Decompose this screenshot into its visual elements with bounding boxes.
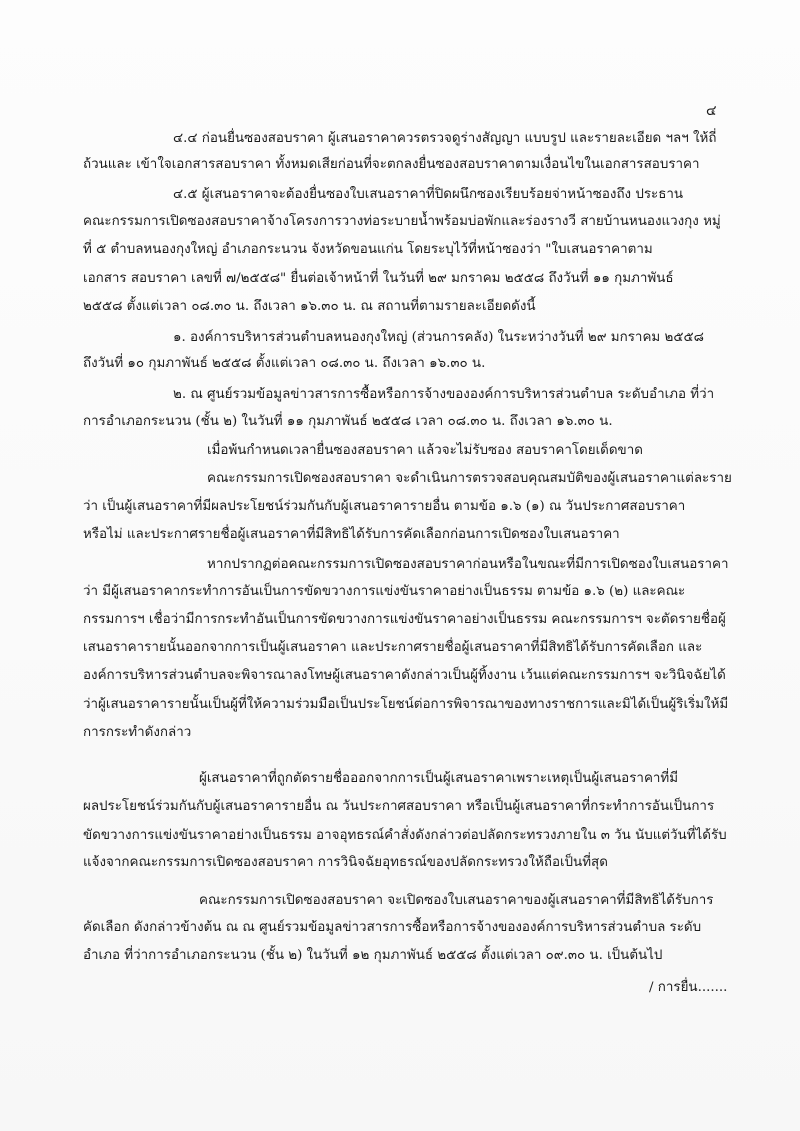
text-line: การอำเภอกระนวน (ชั้น ๒) ในวันที่ ๑๑ กุมภาพันธ์ ๒๕๕๘ เวลา ๐๘.๓๐ น. ถึงเวลา ๑๖.๓๐ น. [83, 414, 613, 429]
text-line: ๔.๕ ผู้เสนอราคาจะต้องยื่นซองใบเสนอราคาที่ปิดผนึกซองเรียบร้อยจ่าหน้าซองถึง ประธาน [173, 187, 684, 202]
text-line: ว่า เป็นผู้เสนอราคาที่มีผลประโยชน์ร่วมกันกับผู้เสนอราคารายอื่น ตามข้อ ๑.๖ (๑) ณ วันประกาศสอบราคา [83, 499, 686, 514]
text-line: ผลประโยชน์ร่วมกันกับผู้เสนอราคารายอื่น ณ วันประกาศสอบราคา หรือเป็นผู้เสนอราคาที่กระทำการอันเป็นการ [83, 799, 715, 814]
text-line: ๑. องค์การบริหารส่วนตำบลหนองกุงใหญ่ (ส่วนการคลัง) ในระหว่างวันที่ ๒๙ มกราคม ๒๕๕๘ [173, 330, 704, 345]
text-line: การกระทำดังกล่าว [83, 725, 192, 740]
text-line: อำเภอ ที่ว่าการอำเภอกระนวน (ชั้น ๒) ในวันที่ ๑๒ กุมภาพันธ์ ๒๕๕๘ ตั้งแต่เวลา ๐๙.๓๐ น. เป็นต้นไป [83, 948, 663, 963]
text-line: ว่าผู้เสนอราคารายนั้นเป็นผู้ที่ให้ความร่วมมือเป็นประโยชน์ต่อการพิจารณาของทางราชการและมิได้เป็นผู้ริเริ่มให้มี [83, 697, 729, 712]
continuation-note: / การยื่น....... [649, 980, 728, 995]
text-line: ๒๕๕๘ ตั้งแต่เวลา ๐๘.๓๐ น. ถึงเวลา ๑๖.๓๐ น. ณ สถานที่ตามรายละเอียดดังนี้ [83, 299, 536, 314]
text-line: ผู้เสนอราคาที่ถูกตัดรายชื่อออกจากการเป็นผู้เสนอราคาเพราะเหตุเป็นผู้เสนอราคาที่มี [199, 771, 679, 786]
text-line: ถึงวันที่ ๑๐ กุมภาพันธ์ ๒๕๕๘ ตั้งแต่เวลา ๐๘.๓๐ น. ถึงเวลา ๑๖.๓๐ น. [83, 356, 486, 371]
text-line: ที่ ๕ ตำบลหนองกุงใหญ่ อำเภอกระนวน จังหวัดขอนแก่น โดยระบุไว้ที่หน้าซองว่า "ใบเสนอราคาตาม [83, 242, 653, 257]
text-line: คณะกรรมการเปิดซองสอบราคา จะดำเนินการตรวจสอบคุณสมบัติของผู้เสนอราคาแต่ละราย [207, 471, 732, 486]
text-line: ถ้วนและ เข้าใจเอกสารสอบราคา ทั้งหมดเสียก่อนที่จะตกลงยื่นซองสอบราคาตามเงื่อนไขในเอกสารสอบราคา [83, 157, 700, 172]
text-line: เสนอราคารายนั้นออกจากการเป็นผู้เสนอราคา และประกาศรายชื่อผู้เสนอราคาที่มีสิทธิได้รับการคัดเลือก และ [83, 640, 703, 655]
text-line: แจ้งจากคณะกรรมการเปิดซองสอบราคา การวินิจฉัยอุทธรณ์ของปลัดกระทรวงให้ถือเป็นที่สุด [83, 855, 608, 870]
text-line: องค์การบริหารส่วนตำบลจะพิจารณาลงโทษผู้เสนอราคาดังกล่าวเป็นผู้ทิ้งงาน เว้นแต่คณะกรรมการฯ จะวินิจฉัยได้ [83, 668, 726, 683]
text-line: ขัดขวางการแข่งขันราคาอย่างเป็นธรรม อาจอุทธรณ์คำสั่งดังกล่าวต่อปลัดกระทรวงภายใน ๓ วัน นับแต่วันที่ได้รับ [83, 828, 727, 843]
text-line: เอกสาร สอบราคา เลขที่ ๗/๒๕๕๘" ยื่นต่อเจ้าหน้าที่ ในวันที่ ๒๙ มกราคม ๒๕๕๘ ถึงวันที่ ๑๑ กุมภาพันธ์ [83, 271, 674, 286]
text-line: ๔.๔ ก่อนยื่นซองสอบราคา ผู้เสนอราคาควรตรวจดูร่างสัญญา แบบรูป และรายละเอียด ฯลฯ ให้ถี่ [173, 131, 717, 146]
text-line: กรรมการฯ เชื่อว่ามีการกระทำอันเป็นการขัดขวางการแข่งขันราคาอย่างเป็นธรรม คณะกรรมการฯ จะตัดรายชื่อผู้ [83, 612, 726, 627]
text-line: คณะกรรมการเปิดซองสอบราคาจ้างโครงการวางท่อระบายน้ำพร้อมบ่อพักและร่องรางวี สายบ้านหนองแวงกุง หมู่ [83, 214, 721, 229]
text-line: ๒. ณ ศูนย์รวมข้อมูลข่าวสารการซื้อหรือการจ้างขององค์การบริหารส่วนตำบล ระดับอำเภอ ที่ว่า [173, 387, 715, 402]
text-line: ว่า มีผู้เสนอราคากระทำการอันเป็นการขัดขวางการแข่งขันราคาอย่างเป็นธรรม ตามข้อ ๑.๖ (๒) และคณะ [83, 584, 686, 599]
text-line: คณะกรรมการเปิดซองสอบราคา จะเปิดซองใบเสนอราคาของผู้เสนอราคาที่มีสิทธิได้รับการ [199, 893, 714, 908]
text-line: หรือไม่ และประกาศรายชื่อผู้เสนอราคาที่มีสิทธิได้รับการคัดเลือกก่อนการเปิดซองใบเสนอราคา [83, 527, 620, 542]
text-line: คัดเลือก ดังกล่าวข้างต้น ณ ณ ศูนย์รวมข้อมูลข่าวสารการซื้อหรือการจ้างขององค์การบริหารส่วนตำบล ระดับ [83, 920, 702, 935]
text-line: หากปรากฏต่อคณะกรรมการเปิดซองสอบราคาก่อนหรือในขณะที่มีการเปิดซองใบเสนอราคา [207, 557, 729, 572]
page-number: ๔ [706, 103, 717, 119]
text-line: เมื่อพ้นกำหนดเวลายื่นซองสอบราคา แล้วจะไม่รับซอง สอบราคาโดยเด็ดขาด [207, 443, 643, 458]
